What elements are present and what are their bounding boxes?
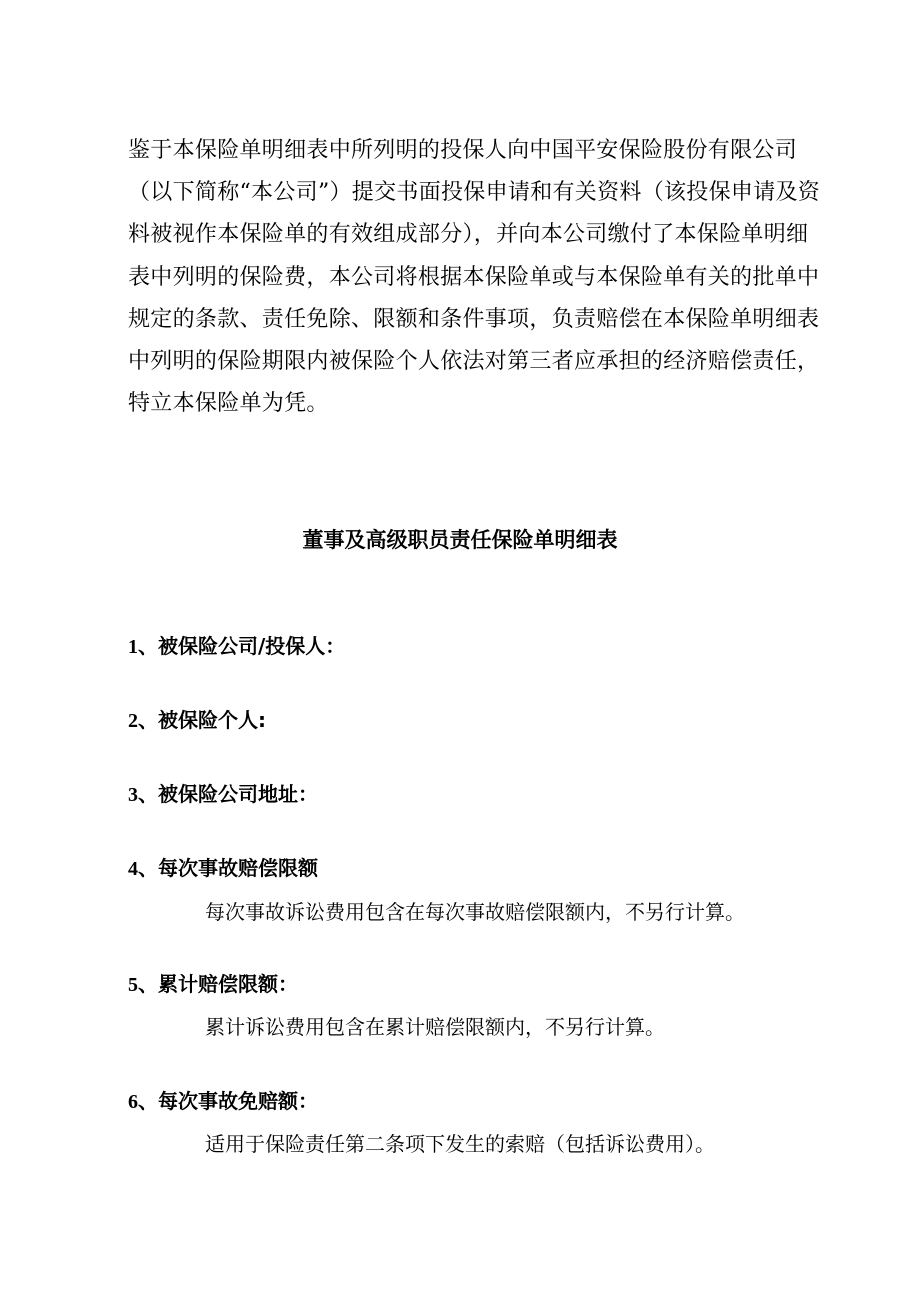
item-label: 、被保险公司/投保人： — [138, 634, 346, 658]
item-label: 、每次事故赔偿限额 — [138, 856, 318, 880]
item-note: 每次事故诉讼费用包含在每次事故赔偿限额内，不另行计算。 — [205, 900, 745, 924]
item-label: 、被保险公司地址： — [138, 782, 318, 806]
intro-line: 鉴于本保险单明细表中所列明的投保人向中国平安保险股份有限公司 — [128, 138, 798, 163]
item-number: 6 — [128, 1091, 138, 1113]
item-number: 1 — [128, 636, 138, 658]
item-note: 累计诉讼费用包含在累计赔偿限额内，不另行计算。 — [205, 1015, 665, 1039]
intro-line: 中列明的保险期限内被保险个人依法对第三者应承担的经济赔偿责任， — [128, 348, 820, 374]
item-per-occurrence-deductible — [128, 1085, 318, 1117]
intro-paragraph — [128, 130, 821, 425]
intro-line: 特立本保险单为凭。 — [128, 391, 329, 417]
item-aggregate-limit — [128, 968, 298, 1000]
item-label: 、累计赔偿限额： — [138, 972, 298, 996]
intro-line: 表中列明的保险费，本公司将根据本保险单或与本保险单有关的批单中 — [128, 264, 820, 290]
intro-line: 规定的条款、责任免除、限额和条件事项，负责赔偿在本保险单明细表 — [128, 306, 820, 332]
item-label: 、每次事故免赔额： — [138, 1089, 318, 1113]
schedule-title: 董事及高级职员责任保险单明细表 — [302, 528, 618, 552]
item-number: 5 — [128, 974, 138, 996]
intro-line: 料被视作本保险单的有效组成部分），并向本公司缴付了本保险单明细 — [128, 222, 809, 248]
intro-line: （以下简称“本公司”）提交书面投保申请和有关资料（该投保申请及资 — [128, 180, 821, 206]
item-label: 、被保险个人: — [138, 708, 266, 732]
item-per-occurrence-limit — [128, 852, 318, 884]
item-insured-individual — [128, 704, 266, 736]
item-insured-company-address — [128, 778, 318, 810]
item-number: 4 — [128, 858, 138, 880]
item-note: 适用于保险责任第二条项下发生的索赔（包括诉讼费用）。 — [205, 1132, 715, 1156]
item-number: 2 — [128, 710, 138, 732]
item-insured-company-policyholder — [128, 630, 345, 662]
item-number: 3 — [128, 784, 138, 806]
